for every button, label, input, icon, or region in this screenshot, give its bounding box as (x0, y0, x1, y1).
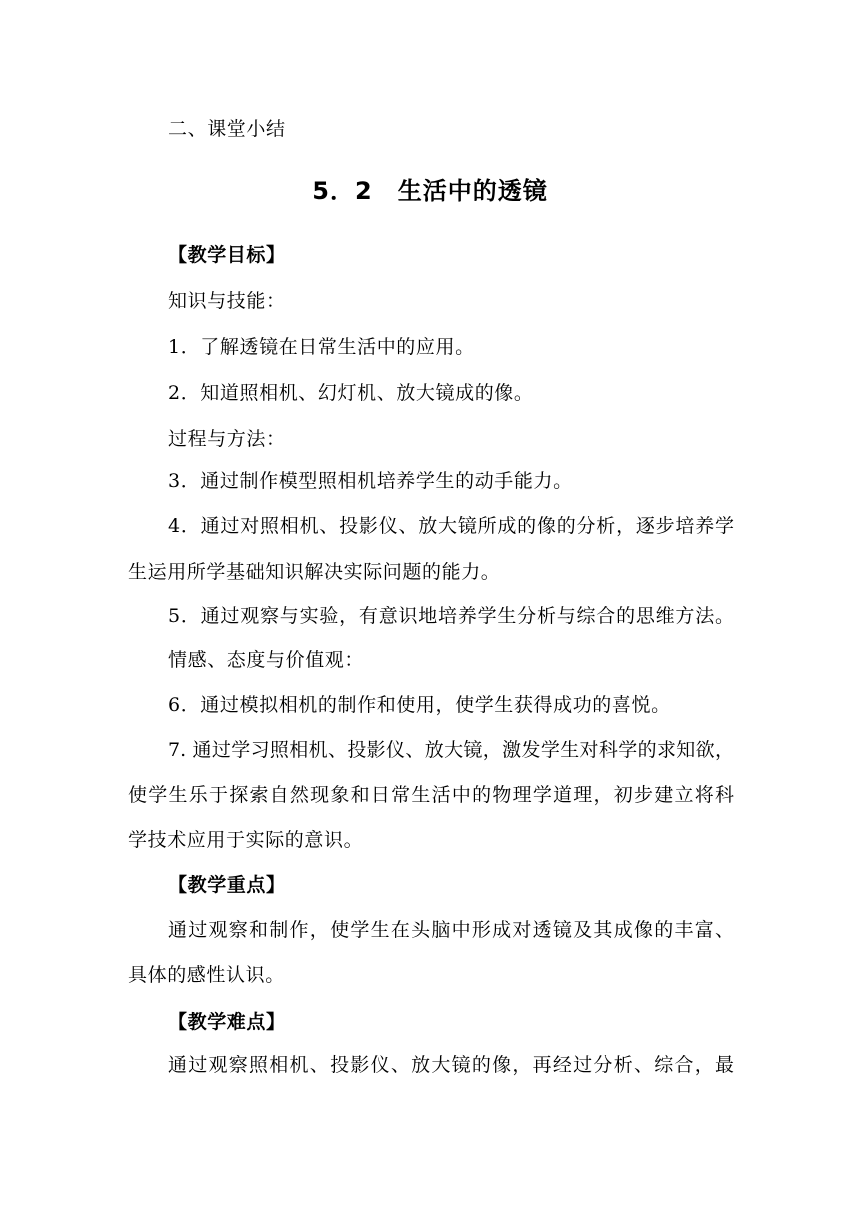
difficulties-line-1: 通过观察照相机、投影仪、放大镜的像，再经过分析、综合，最 (168, 1054, 734, 1076)
objective-item-6: 6．通过模拟相机的制作和使用，使学生获得成功的喜悦。 (168, 694, 671, 716)
lesson-title: 5．2 生活中的透镜 (312, 177, 548, 205)
knowledge-skills-label: 知识与技能： (168, 290, 286, 312)
key-points-heading: 【教学重点】 (168, 874, 286, 896)
objective-item-3: 3．通过制作模型照相机培养学生的动手能力。 (168, 470, 573, 492)
objective-item-1: 1．了解透镜在日常生活中的应用。 (168, 336, 475, 358)
objective-item-7-line-1: 7. 通过学习照相机、投影仪、放大镜，激发学生对科学的求知欲， (168, 739, 734, 761)
difficulties-heading: 【教学难点】 (168, 1011, 286, 1033)
key-points-line-1: 通过观察和制作，使学生在头脑中形成对透镜及其成像的丰富、 (168, 919, 734, 941)
objective-item-4-line-2: 生运用所学基础知识解决实际问题的能力。 (128, 561, 501, 583)
objective-item-5: 5．通过观察与实验，有意识地培养学生分析与综合的思维方法。 (168, 605, 734, 627)
section-heading: 二、课堂小结 (168, 118, 286, 140)
objective-item-2: 2．知道照相机、幻灯机、放大镜成的像。 (168, 382, 534, 404)
attitude-values-label: 情感、态度与价值观： (168, 649, 365, 671)
objectives-heading: 【教学目标】 (168, 244, 286, 266)
objective-item-7-line-3: 学技术应用于实际的意识。 (128, 829, 364, 851)
objective-item-4-line-1: 4．通过对照相机、投影仪、放大镜所成的像的分析，逐步培养学 (168, 515, 734, 537)
process-methods-label: 过程与方法： (168, 428, 286, 450)
key-points-line-2: 具体的感性认识。 (128, 964, 285, 986)
objective-item-7-line-2: 使学生乐于探索自然现象和日常生活中的物理学道理，初步建立将科 (128, 784, 734, 806)
